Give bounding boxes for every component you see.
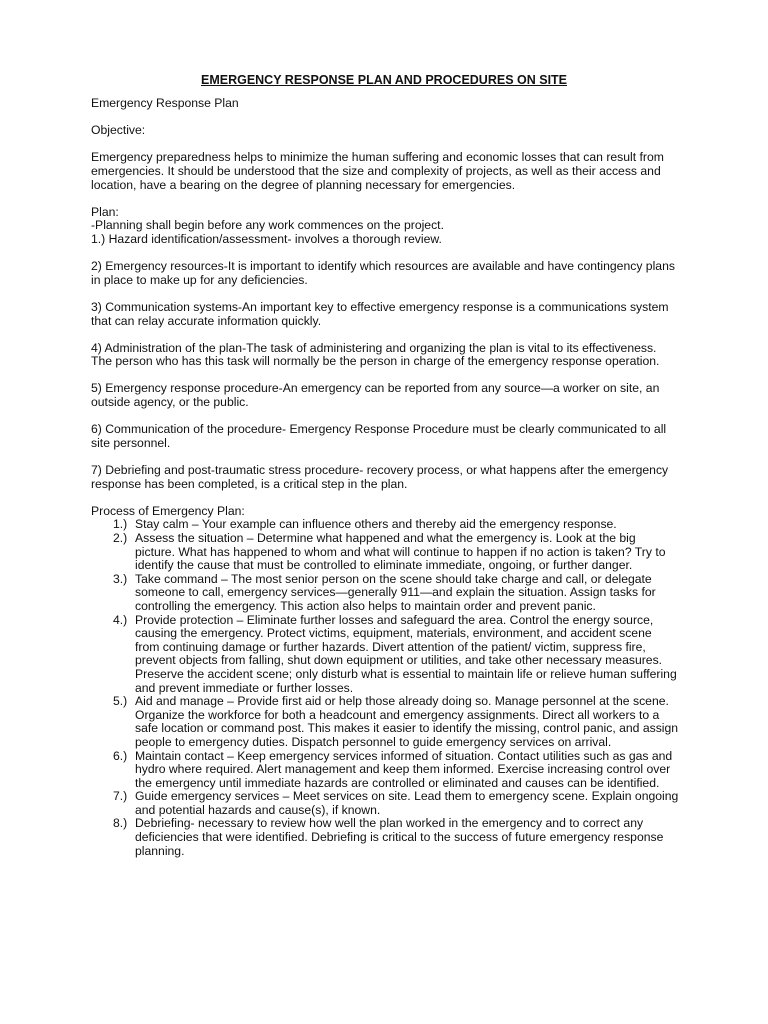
list-item <box>91 518 679 532</box>
plan-intro: -Planning shall begin before any work commences on the project. <box>91 218 444 233</box>
plan-item: 4) Administration of the plan-The task of administering and organizing the plan is vital to its effectiveness. The person who has this task will normally be the person in charge of the emergency response operation. <box>91 340 660 369</box>
process-steps-list <box>91 518 679 858</box>
step-number: 5.) <box>113 694 128 709</box>
step-text: Assess the situation – Determine what happened and what the emergency is. Look at the big picture. What has happened to whom and what will continue to happen if no action is taken? Try to identify the cause that must be controlled to eliminate immediate, ongoing, or further danger. <box>135 531 666 573</box>
step-number: 1.) <box>113 517 128 532</box>
step-number: 2.) <box>113 531 128 545</box>
step-text: Maintain contact – Keep emergency services informed of situation. Contact utilities such as gas and hydro where required. Alert management and keep them informed. Exercise increasing control over the emergency until immediate hazards are controlled or eliminated and causes can be identified. <box>135 748 673 790</box>
plan-item: 5) Emergency response procedure-An emergency can be reported from any source—a worker on site, an outside agency, or the public. <box>91 381 660 410</box>
plan-item: 6) Communication of the procedure- Emergency Response Procedure must be clearly communicated to all site personnel. <box>91 422 667 450</box>
step-text: Take command – The most senior person on the scene should take charge and call, or delegate someone to call, emergency services—generally 911—and explain the situation. Assign tasks for controlling the emergency. This action also helps to maintain order and prevent panic. <box>135 571 656 613</box>
section-heading: Emergency Response Plan <box>91 96 239 110</box>
step-number: 8.) <box>113 816 128 831</box>
process-label: Process of Emergency Plan: <box>91 503 245 518</box>
plan-label: Plan: <box>91 204 119 219</box>
plan-item: 2) Emergency resources-It is important to identify which resources are available and have contingency plans in place to make up for any deficiencies. <box>91 259 675 287</box>
step-text: Guide emergency services – Meet services on site. Lead them to emergency scene. Explain ongoing and potential hazards and cause(s), if known. <box>135 789 679 817</box>
objective-label: Objective: <box>91 123 146 138</box>
list-item <box>91 790 679 817</box>
step-number: 7.) <box>113 789 128 804</box>
list-item <box>91 695 679 749</box>
list-item <box>91 750 679 791</box>
step-text: Debriefing- necessary to review how well the plan worked in the emergency and to correct any deficiencies that were identified. Debriefing is critical to the success of future emergency response planning. <box>135 816 664 858</box>
document-body <box>91 97 679 858</box>
objective-text: Emergency preparedness helps to minimize the human suffering and economic losses that can result from emergencies. It should be understood that the size and complexity of projects, as well as their access and location, have a bearing on the degree of planning necessary for emergencies. <box>91 150 664 192</box>
list-item <box>91 614 679 696</box>
list-item <box>91 817 679 858</box>
step-text: Provide protection – Eliminate further losses and safeguard the area. Control the energy source, causing the emergency. Protect victims, equipment, materials, environment, and accident scene from continuing damage or further hazards. Divert attention of the patient/ victim, suppress fire, prevent objects from falling, shut down equipment or utilities, and take other necessary measures. Preserve the accident scene; only disturb what is essential to maintain life or relieve human suffering and prevent immediate or further losses. <box>135 612 677 695</box>
list-item <box>91 573 679 614</box>
step-text: Stay calm – Your example can influence others and thereby aid the emergency response. <box>135 517 617 532</box>
plan-item: 3) Communication systems-An important key to effective emergency response is a communications system that can relay accurate information quickly. <box>91 299 669 328</box>
step-number: 6.) <box>113 748 128 763</box>
step-number: 4.) <box>113 612 128 627</box>
step-number: 3.) <box>113 571 128 586</box>
list-item <box>91 532 679 573</box>
plan-item: 1.) Hazard identification/assessment- involves a thorough review. <box>91 231 442 246</box>
document-title: EMERGENCY RESPONSE PLAN AND PROCEDURES ON SITE <box>200 73 568 87</box>
step-text: Aid and manage – Provide first aid or help those already doing so. Manage personnel at the scene. Organize the workforce for both a headcount and emergency assignments. Direct all workers to a safe location or command post. This makes it easier to identify the missing, control panic, and assign people to emergency duties. Dispatch personnel to guide emergency services on arrival. <box>135 694 679 749</box>
plan-item: 7) Debriefing and post-traumatic stress procedure- recovery process, or what happens after the emergency response has been completed, is a critical step in the plan. <box>91 463 669 491</box>
